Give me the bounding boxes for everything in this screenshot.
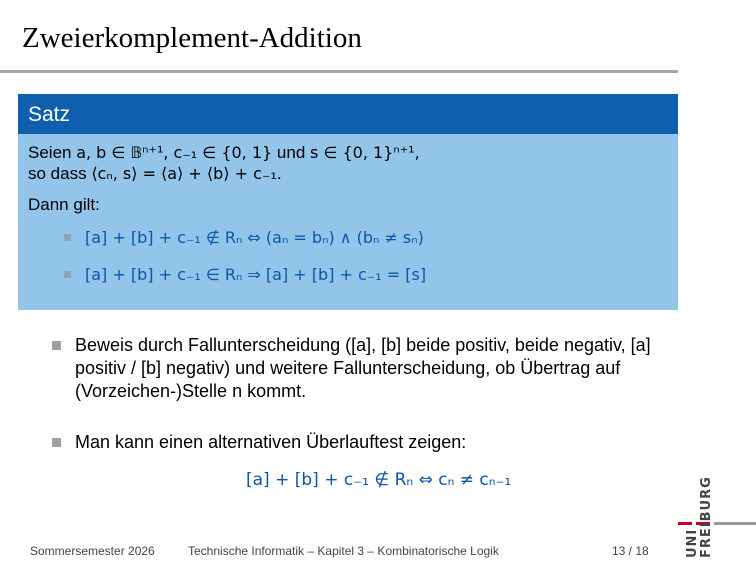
list-item: Beweis durch Fallunterscheidung ([a], [b] beide positiv, beide negativ, [a] positiv / [b] negativ) und weitere Fallunterscheidung, ob Übertrag auf (Vorzeichen-)Stelle n kommt. <box>52 334 672 403</box>
overflow-formula: [a] + [b] + c₋₁ ∉ Rₙ ⇔ cₙ ≠ cₙ₋₁ <box>246 470 512 490</box>
title-divider <box>0 70 678 73</box>
bullet-square-icon <box>64 234 71 241</box>
theorem-header: Satz <box>18 94 678 134</box>
bullet-square-icon <box>64 271 71 278</box>
uni-freiburg-logo-icon: UNI FREIBURG <box>685 476 714 558</box>
bullet-square-icon <box>52 341 61 350</box>
bullet-square-icon <box>52 438 61 447</box>
footer-course: Technische Informatik – Kapitel 3 – Kombinatorische Logik <box>188 544 499 558</box>
content-list <box>52 334 672 482</box>
footer-page-number: 13 / 18 <box>612 544 649 558</box>
theorem-line-1: Seien a, b ∈ 𝔹ⁿ⁺¹, c₋₁ ∈ {0, 1} und s ∈ {0, 1}ⁿ⁺¹, <box>28 143 420 162</box>
theorem-bullets <box>64 227 668 285</box>
theorem-bullet: [a] + [b] + c₋₁ ∉ Rₙ ⇔ (aₙ = bₙ) ∧ (bₙ ≠ sₙ) <box>64 227 668 248</box>
theorem-bullet: [a] + [b] + c₋₁ ∈ Rₙ ⇒ [a] + [b] + c₋₁ = [s] <box>64 264 668 285</box>
theorem-line-2: so dass ⟨cₙ, s⟩ = ⟨a⟩ + ⟨b⟩ + c₋₁. <box>28 164 282 183</box>
theorem-dann: Dann gilt: <box>28 195 100 214</box>
slide-title: Zweierkomplement-Addition <box>22 22 362 54</box>
logo-grey-bar <box>714 522 756 525</box>
footer-semester: Sommersemester 2026 <box>30 544 155 558</box>
theorem-body <box>18 134 678 310</box>
list-item: Man kann einen alternativen Überlauftest zeigen: <box>52 431 672 454</box>
